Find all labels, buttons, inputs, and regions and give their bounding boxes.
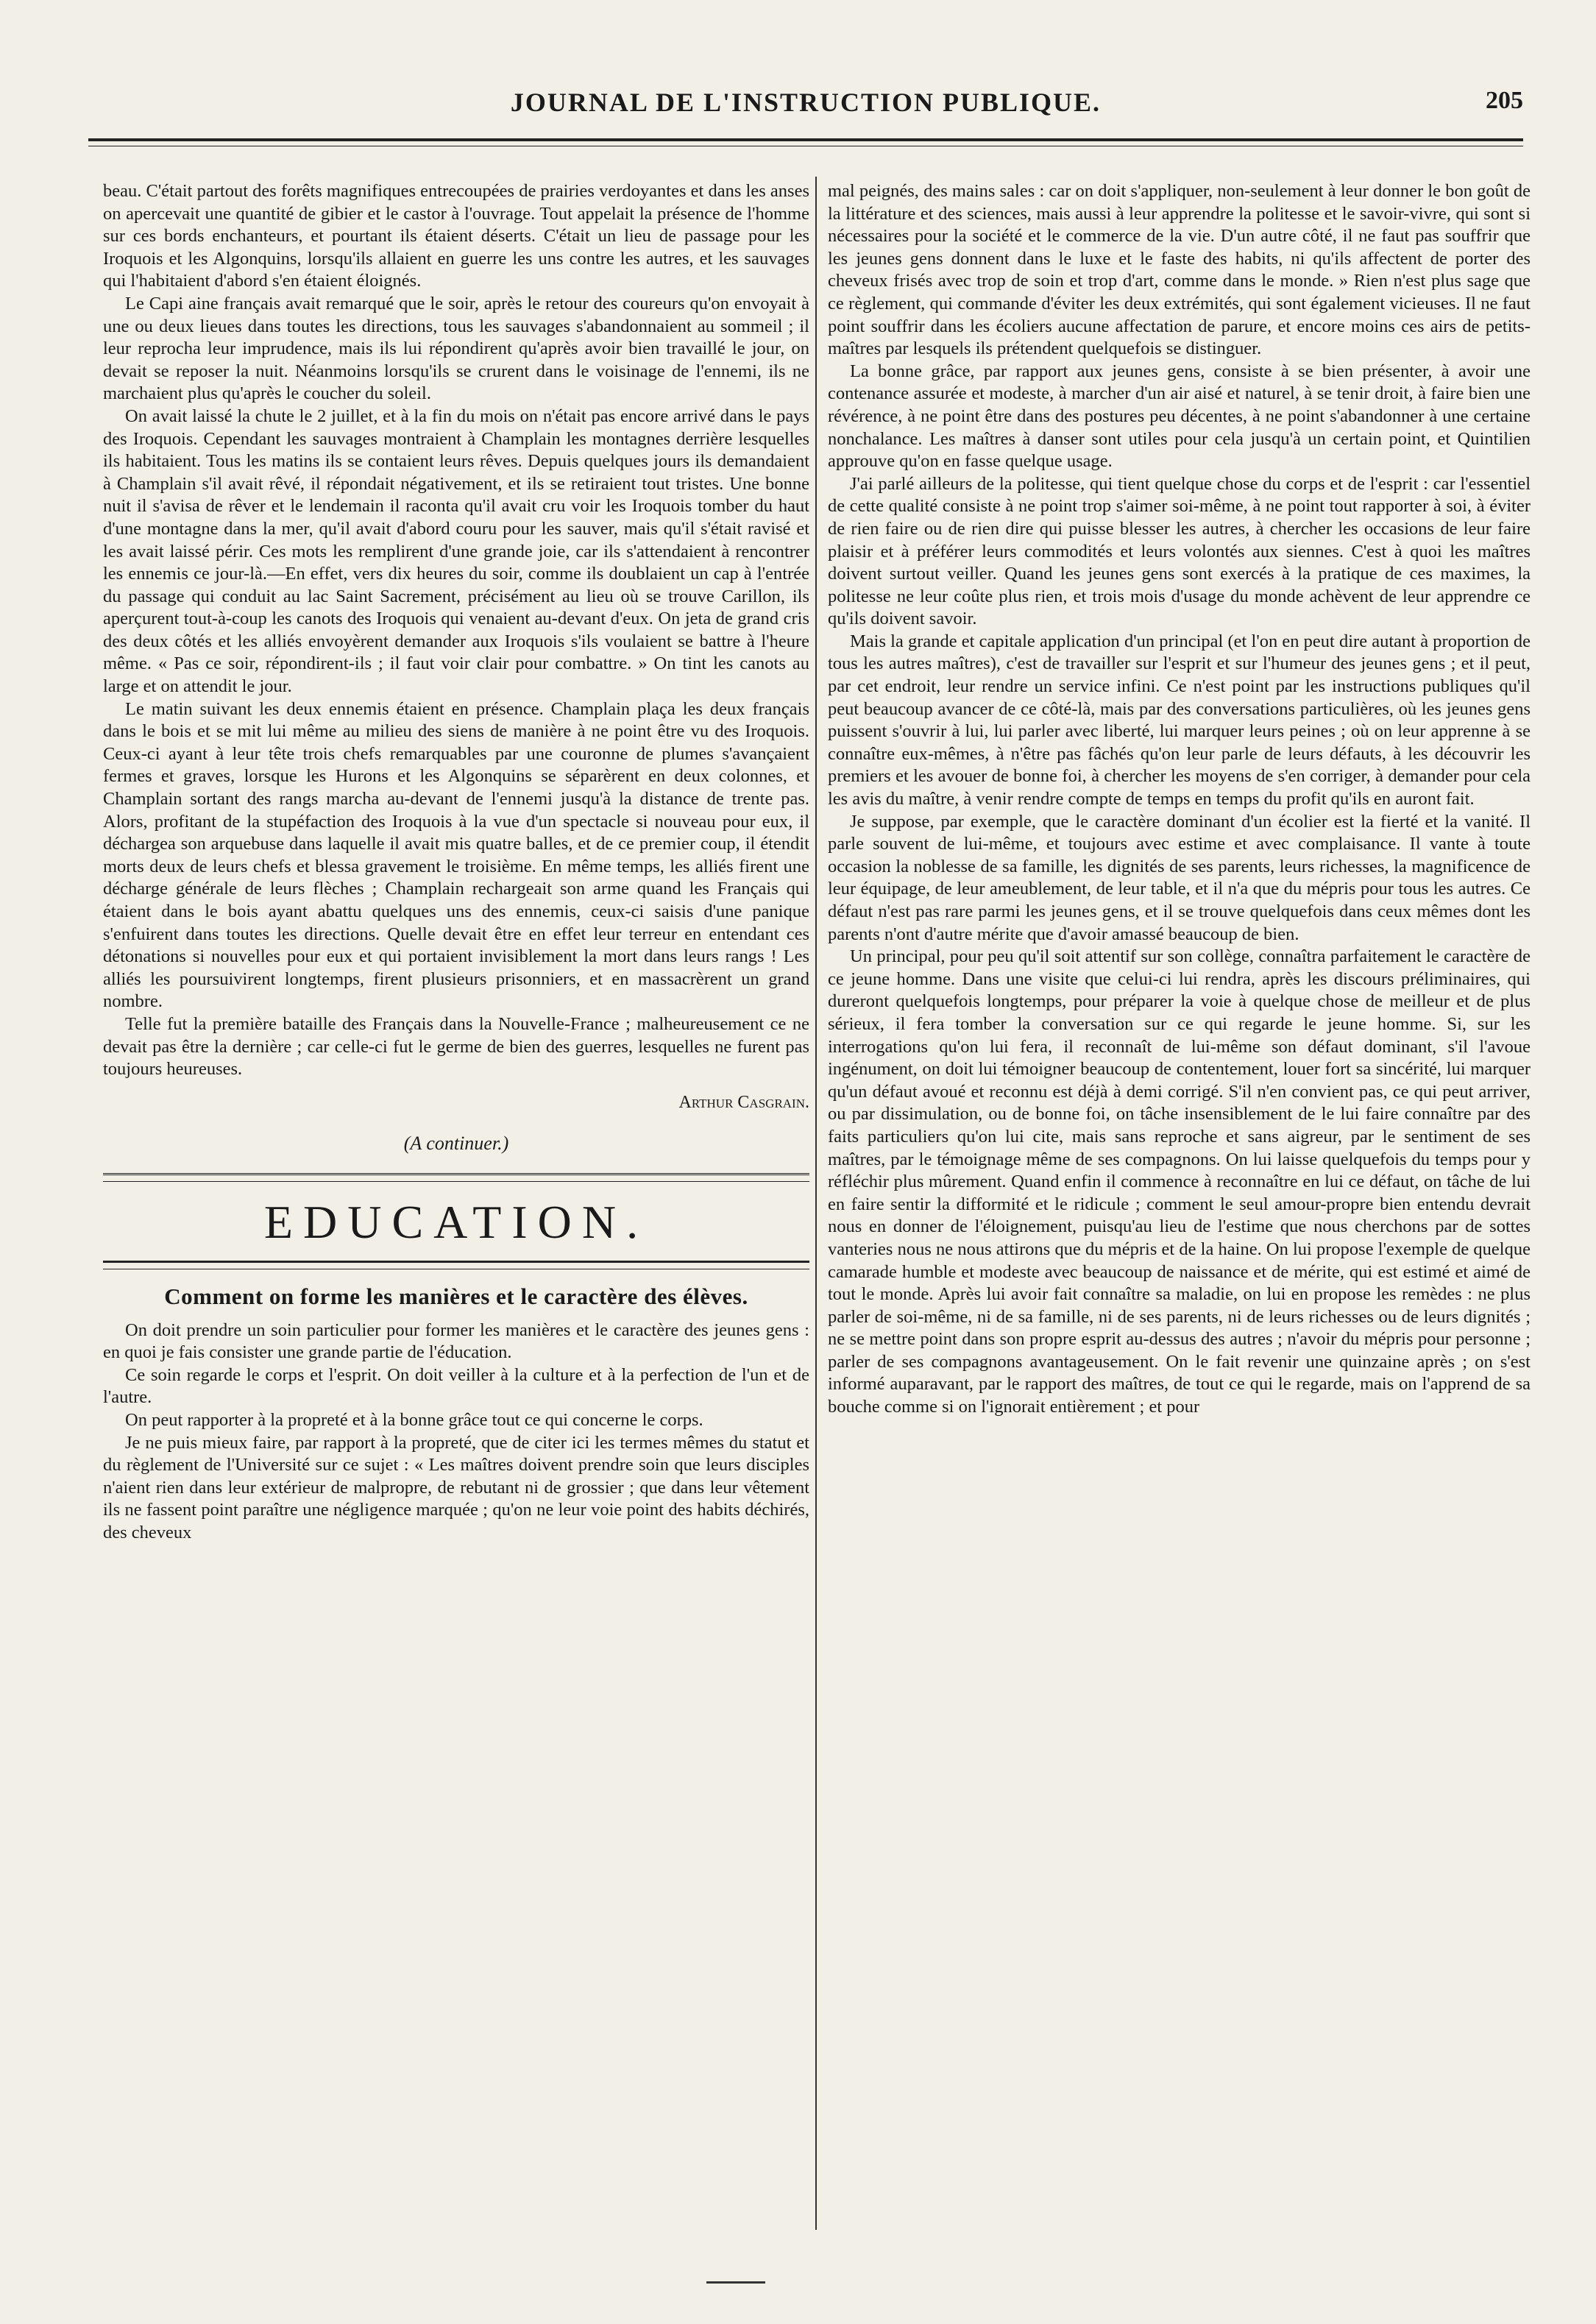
paragraph: On peut rapporter à la propreté et à la bonne grâce tout ce qui concerne le corps. <box>125 1409 703 1430</box>
page-number: 205 <box>1486 87 1523 114</box>
header-rule <box>88 138 1523 146</box>
paragraph: On avait laissé la chute le 2 juillet, et à la fin du mois on n'était pas encore arrivé dans le pays des Iroquois. Cependant les sauvages montraient à Champlain les montagnes derrière lesquelles ils habitaient. Tous les matins ils se contaient leurs rêves. Depuis quelques jours ils demandaient à Champlain s'il avait rêvé, il répondait négativement, et ils se retiraient tout tristes. Une bonne nuit il s'avisa de rêver et le lendemain il raconta qu'il avait cru voir les Iroquois tomber du haut d'une montagne dans la mer, qu'il avait d'abord couru pour les sauver, mais qu'il s'était ravisé et les avait laissé périr. Ces mots les remplirent d'une grande joie, car ils s'attendaient à rencontrer les ennemis ce jour-là.—En effet, vers dix heures du soir, comme ils doublaient un cap à l'entrée du passage qui conduit au lac Saint Sacrement, précisément au lieu où se trouve Carillon, ils aperçurent tout-à-coup les canots des Iroquois qui venaient au-devant d'eux. On jeta de grand cris des deux côtés et les alliés envoyèrent demander aux Iroquois s'ils voulaient se battre à l'heure même. « Pas ce soir, répondirent-ils ; il faut voir clair pour combattre. » On tint les canots au large et on attendit le jour. <box>103 405 809 697</box>
paragraph: mal peignés, des mains sales : car on doit s'appliquer, non-seulement à leur donner le bon goût de la littérature et des sciences, mais aussi à leur apprendre la politesse et le savoir-vivre, qui sont si nécessaires pour la société et le commerce de la vie. D'un autre côté, il ne faut pas souffrir que les jeunes gens donnent dans le luxe et le faste des habits, ni qu'ils affectent de porter des cheveux frisés avec trop de soin et trop d'art, comme dans le monde. » Rien n'est plus sage que ce règlement, qui commande d'éviter les deux extrémités, qui sont également vicieuses. Il ne faut point souffrir dans les écoliers aucune affectation de parure, et encore moins ces airs de petits-maîtres par lesquels ils prétendent quelquefois se distinguer. <box>828 181 1531 359</box>
paragraph: Le Capi aine français avait remarqué que le soir, après le retour des coureurs qu'on envoyait à une ou deux lieues dans toutes les directions, tous les sauvages s'abandonnaient au sommeil ; il leur reprocha leur imprudence, mais ils lui répondirent qu'après avoir bien travaillé le jour, on devait se reposer la nuit. Néanmoins lorsqu'ils se crurent dans le voisinage de l'ennemi, ils ne marchaient plus qu'après le coucher du soleil. <box>103 293 809 404</box>
column-divider <box>815 177 817 2230</box>
paragraph: Je suppose, par exemple, que le caractère dominant d'un écolier est la fierté et la vanité. Il parle souvent de lui-même, et toujours avec estime et avec complaisance. Il vante à toute occasion la noblesse de sa famille, les dignités de ses parents, leurs richesses, la magnificence de leur équipage, de leur ameublement, de leur table, et il n'a que du mépris pour tous les autres. Ce défaut n'est pas rare parmi les jeunes gens, et il se trouve quelquefois dans ceux mêmes dont les parents n'ont d'autre mérite que d'avoir amassé beaucoup de bien. <box>828 811 1531 944</box>
right-column <box>828 180 1531 1419</box>
paragraph: beau. C'était partout des forêts magnifiques entrecoupées de prairies verdoyantes et dans les anses on apercevait une quantité de gibier et le castor à l'ouvrage. Tout appelait la présence de l'homme sur ces bords enchanteurs, et pourtant ils étaient déserts. C'était un lieu de passage pour les Iroquois et les Algonquins, lorsqu'ils allaient en guerre les uns contre les autres, et les sauvages qui l'habitaient d'abord s'en étaient éloignés. <box>103 181 809 291</box>
paragraph: Mais la grande et capitale application d'un principal (et l'on en peut dire autant à proportion de tous les autres maîtres), c'est de travailler sur l'esprit et sur l'humeur des jeunes gens ; et il peut, par cet endroit, leur rendre un service infini. Ce n'est point par les instructions publiques qu'il peut beaucoup avancer de ce côté-là, mais par des conversations particulières, où les jeunes gens puissent s'ouvrir à lui, lui parler avec liberté, lui marquer leurs peines ; où on leur apprenne à se connaître eux-mêmes, à n'être pas fâchés qu'on leur parle de leurs défauts, à les découvrir les premiers et les avouer de bonne foi, à chercher les moyens de s'en corriger, à demander pour cela les avis du maître, à venir rendre compte de temps en temps du profit qu'ils en auront fait. <box>828 631 1531 809</box>
journal-title: JOURNAL DE L'INSTRUCTION PUBLIQUE. <box>510 88 1102 117</box>
paragraph: La bonne grâce, par rapport aux jeunes gens, consiste à se bien présenter, à avoir une contenance assurée et modeste, à marcher d'un air aisé et naturel, à se tenir droit, à faire bien une révérence, à ne point être dans des postures peu décentes, à ne point s'abandonner à une certaine nonchalance. Les maîtres à danser sont utiles pour cela jusqu'à un certain point, et Quintilien approuve qu'on en fasse quelque usage. <box>828 361 1531 472</box>
paragraph: On doit prendre un soin particulier pour former les manières et le caractère des jeunes gens : en quoi je fais consister une grande partie de l'éducation. <box>103 1319 809 1363</box>
paragraph: Ce soin regarde le corps et l'esprit. On doit veiller à la culture et à la perfection de l'un et de l'autre. <box>103 1364 809 1408</box>
left-column <box>103 180 809 1544</box>
section-rule-lower <box>103 1261 809 1269</box>
running-head <box>88 87 1523 124</box>
section-rule <box>103 1173 809 1182</box>
footer-ornament <box>706 2281 765 2291</box>
paragraph: Je ne puis mieux faire, par rapport à la propreté, que de citer ici les termes mêmes du statut et du règlement de l'Université sur ce sujet : « Les maîtres doivent prendre soin que leurs disciples n'aient rien dans leur extérieur de malpropre, de rebutant ni de grossier ; que dans leur vêtement ils ne fassent point paraître une négligence marquée ; qu'on ne leur voie point des habits déchirés, des cheveux <box>103 1432 809 1542</box>
paragraph: Le matin suivant les deux ennemis étaient en présence. Champlain plaça les deux français dans le bois et se mit lui même au milieu des siens de manière à ne point être vu des Iroquois. Ceux-ci ayant à leur tête trois chefs remarquables par une couronne de plumes s'avançaient fermes et graves, lorsque les Hurons et les Algonquins se séparèrent en deux colonnes, et Champlain sortant des rangs marcha au-devant de l'ennemi jusqu'à la distance de trente pas. Alors, profitant de la stupéfaction des Iroquois à la vue d'un spectacle si nouveau pour eux, il déchargea son arquebuse dans laquelle il avait mis quatre balles, et de ce premier coup, il étendit morts deux de leurs chefs et blessa gravement le troisième. En même temps, les alliés firent une décharge générale de leurs flèches ; Champlain rechargeait son arme quand les Français qui étaient dans le bois ayant abattu quelques uns des ennemis, ceux-ci saisis d'une panique s'enfuirent dans toutes les directions. Quelle devait être en effet leur terreur en entendant ces détonations si nouvelles pour eux et qui portaient invisiblement la mort dans leurs rangs ! Les alliés les poursuivirent longtemps, firent plusieurs prisonniers, et en massacrèrent un grand nombre. <box>103 698 809 1012</box>
paragraph: Telle fut la première bataille des Français dans la Nouvelle-France ; malheureusement ce ne devait pas être la dernière ; car celle-ci fut le germe de bien des guerres, lesquelles ne furent pas toujours heureuses. <box>103 1013 809 1080</box>
paragraph: J'ai parlé ailleurs de la politesse, qui tient quelque chose du corps et de l'esprit : car l'essentiel de cette qualité consiste à ne point trop s'aimer soi-même, à ne point tout rapporter à soi, à éviter de rien faire ou de rien dire qui puisse blesser les autres, à chercher les occasions de leur faire plaisir et à préférer leurs commodités et leurs volontés aux siennes. C'est à quoi les maîtres doivent surtout veiller. Quand les jeunes gens sont exercés à la pratique de ces maximes, la politesse ne leur coûte plus rien, et trois mois d'usage du monde achèvent de leur apprendre ce qu'ils doivent savoir. <box>828 473 1531 629</box>
paragraph: Un principal, pour peu qu'il soit attentif sur son collège, connaîtra parfaitement le caractère de ce jeune homme. Dans une visite que celui-ci lui rendra, après les discours préliminaires, qui dureront quelquefois longtemps, pour préparer la voie à quelque chose de meilleur et de plus sérieux, il fera tomber la conversation sur ce qui regarde le jeune homme. Si, sur les interrogations qu'on lui fera, il reconnaît de lui-même son défaut dominant, s'il l'avoue ingénument, on doit lui témoigner beaucoup de contentement, louer fort sa sincérité, lui marquer qu'un défaut avoué et reconnu est déjà à demi corrigé. S'il n'en convient pas, ce qui peut arriver, ou par dissimulation, ou de bonne foi, on tâche insensiblement de le lui faire connaître par des faits particuliers qu'on lui cite, mais sans reproche et sans aigreur, par le sentiment de ses maîtres, par le témoignage même de ses compagnons. On lui laisse quelquefois du temps pour y réfléchir plus mûrement. Quand enfin il commence à reconnaître en lui ce défaut, on tâche de lui en faire sentir la difformité et le ridicule ; comment le seul amour-propre bien entendu devrait nous en donner de l'éloignement, puisqu'au lieu de l'estime que nous cherchons par de sottes vanteries nous ne nous attirons que du mépris et de la haine. On lui propose l'exemple de quelque camarade humble et modeste avec beaucoup de naissance et de mérite, qui est estimé et aimé de tout le monde. Après lui avoir fait connaître sa maladie, on lui en propose les remèdes : ne plus parler de soi-même, ni de sa famille, ni de ses parents, ni de leurs richesses ou de leurs dignités ; ne se mettre point dans son propre esprit au-dessus des autres ; n'avoir du mépris pour personne ; parler de ses compagnons avantageusement. On le fait revenir une quinzaine après ; on s'est informé auparavant, par le rapport des maîtres, de tout ce qui le regarde, mais on l'apprend de sa bouche comme si on l'ignorait entièrement ; et pour <box>828 946 1531 1417</box>
author-signature: Arthur Casgrain. <box>678 1092 809 1112</box>
continuation-note: (A continuer.) <box>403 1133 509 1155</box>
section-title: EDUCATION. <box>263 1195 649 1248</box>
article-title: Comment on forme les manières et le caractère des élèves. <box>164 1283 748 1309</box>
